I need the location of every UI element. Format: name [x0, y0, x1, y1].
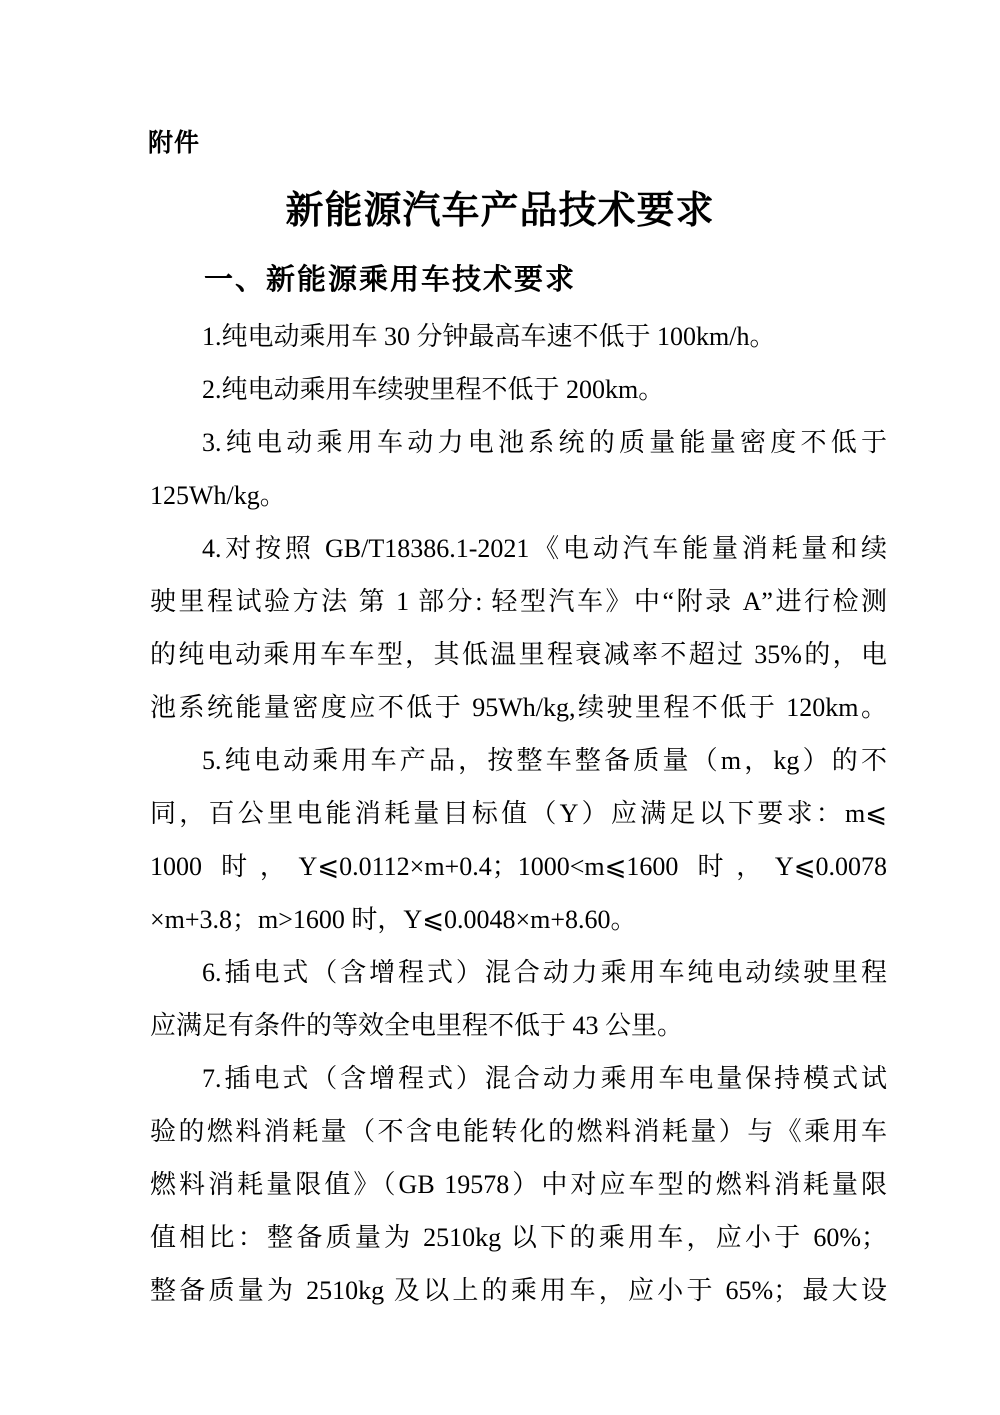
body-line: 125Wh/kg。 — [150, 481, 286, 510]
body-line: 验的燃料消耗量（不含电能转化的燃料消耗量）与《乘用车 — [150, 1117, 887, 1146]
body-line: 4.对按照 GB/T18386.1-2021《电动汽车能量消耗量和续 — [202, 534, 887, 563]
body-line: 燃料消耗量限值》（GB 19578）中对应车型的燃料消耗量限 — [150, 1170, 887, 1199]
document-body — [150, 310, 887, 1317]
body-line: ×m+3.8；m>1600 时，Y⩽0.0048×m+8.60。 — [150, 905, 637, 934]
body-line: 6.插电式（含增程式）混合动力乘用车纯电动续驶里程 — [202, 958, 887, 987]
body-line: 2.纯电动乘用车续驶里程不低于 200km。 — [202, 375, 665, 404]
section-heading: 一、新能源乘用车技术要求 — [204, 264, 577, 296]
body-line: 池系统能量密度应不低于 95Wh/kg,续驶里程不低于 120km。 — [150, 693, 887, 722]
body-line: 5.纯电动乘用车产品，按整车整备质量（m，kg）的不 — [202, 746, 887, 775]
body-line: 同，百公里电能消耗量目标值（Y）应满足以下要求：m⩽ — [150, 799, 887, 828]
body-line: 驶里程试验方法 第 1 部分: 轻型汽车》中“附录 A”进行检测 — [150, 587, 887, 616]
attachment-label: 附件 — [148, 129, 201, 157]
document-title: 新能源汽车产品技术要求 — [285, 190, 715, 232]
body-line: 值相比：整备质量为 2510kg 以下的乘用车，应小于 60%； — [150, 1223, 887, 1252]
body-line: 1.纯电动乘用车 30 分钟最高车速不低于 100km/h。 — [202, 322, 776, 351]
body-line: 的纯电动乘用车车型，其低温里程衰减率不超过 35%的，电 — [150, 640, 887, 669]
body-line: 7.插电式（含增程式）混合动力乘用车电量保持模式试 — [202, 1064, 887, 1093]
body-line: 3.纯电动乘用车动力电池系统的质量能量密度不低于 — [202, 428, 887, 457]
body-line: 整备质量为 2510kg 及以上的乘用车，应小于 65%；最大设 — [150, 1276, 887, 1305]
body-line: 应满足有条件的等效全电里程不低于 43 公里。 — [150, 1011, 684, 1040]
body-line: 1000 时，Y⩽0.0112×m+0.4；1000<m⩽1600 时，Y⩽0.0078 — [150, 852, 887, 881]
